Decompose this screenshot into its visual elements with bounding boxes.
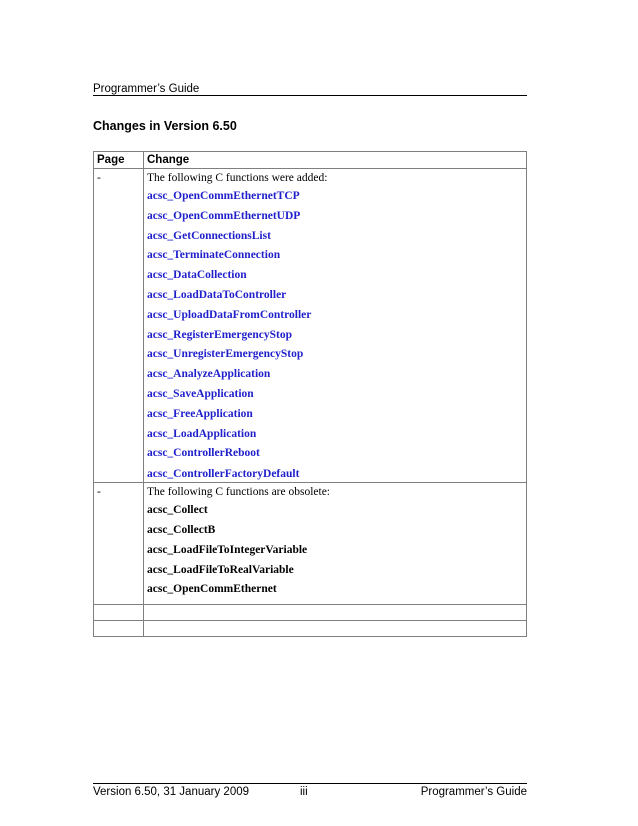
table-row-empty <box>94 605 527 621</box>
page-cell: - <box>94 169 144 483</box>
footer-page-number: iii <box>300 786 308 798</box>
function-link[interactable]: acsc_LoadApplication <box>147 427 257 440</box>
change-intro: The following C functions were added: <box>147 172 328 184</box>
function-link[interactable]: acsc_AnalyzeApplication <box>147 368 271 381</box>
function-link[interactable]: acsc_GetConnectionsList <box>147 229 271 242</box>
page-cell <box>94 621 144 637</box>
footer-title: Programmer’s Guide <box>420 786 527 798</box>
running-header: Programmer’s Guide <box>93 83 200 95</box>
function-name: acsc_CollectB <box>147 523 216 536</box>
function-link[interactable]: acsc_LoadDataToController <box>147 288 287 301</box>
function-link[interactable]: acsc_UploadDataFromController <box>147 308 312 321</box>
function-name: acsc_LoadFileToIntegerVariable <box>147 543 308 556</box>
change-cell <box>144 169 527 483</box>
function-link[interactable]: acsc_DataCollection <box>147 269 247 282</box>
function-link[interactable]: acsc_FreeApplication <box>147 407 253 420</box>
changes-table <box>93 151 527 637</box>
table-header-row <box>94 152 527 169</box>
function-name: acsc_OpenCommEthernet <box>147 583 277 596</box>
function-link[interactable]: acsc_SaveApplication <box>147 387 254 400</box>
change-cell <box>144 621 527 637</box>
function-link[interactable]: acsc_OpenCommEthernetTCP <box>147 190 300 202</box>
change-cell <box>144 483 527 605</box>
table-row-obsolete <box>94 483 527 605</box>
function-link[interactable]: acsc_UnregisterEmergencyStop <box>147 348 304 361</box>
header-rule <box>93 95 527 96</box>
column-header-page: Page <box>94 152 144 169</box>
section-title: Changes in Version 6.50 <box>93 119 237 133</box>
function-link[interactable]: acsc_ControllerReboot <box>147 447 260 460</box>
table-row-empty <box>94 621 527 637</box>
footer-version: Version 6.50, 31 January 2009 <box>93 786 250 798</box>
footer-rule <box>93 783 527 784</box>
function-name: acsc_LoadFileToRealVariable <box>147 563 294 576</box>
function-link[interactable]: acsc_OpenCommEthernetUDP <box>147 209 301 222</box>
page-cell <box>94 605 144 621</box>
change-cell <box>144 605 527 621</box>
function-link[interactable]: acsc_TerminateConnection <box>147 249 281 262</box>
function-name: acsc_Collect <box>147 504 208 517</box>
change-intro: The following C functions are obsolete: <box>147 486 331 499</box>
column-header-change: Change <box>144 152 527 169</box>
page-cell: - <box>94 483 144 605</box>
table-row-added <box>94 169 527 483</box>
function-link[interactable]: acsc_RegisterEmergencyStop <box>147 328 292 341</box>
function-link[interactable]: acsc_ControllerFactoryDefault <box>147 468 300 481</box>
